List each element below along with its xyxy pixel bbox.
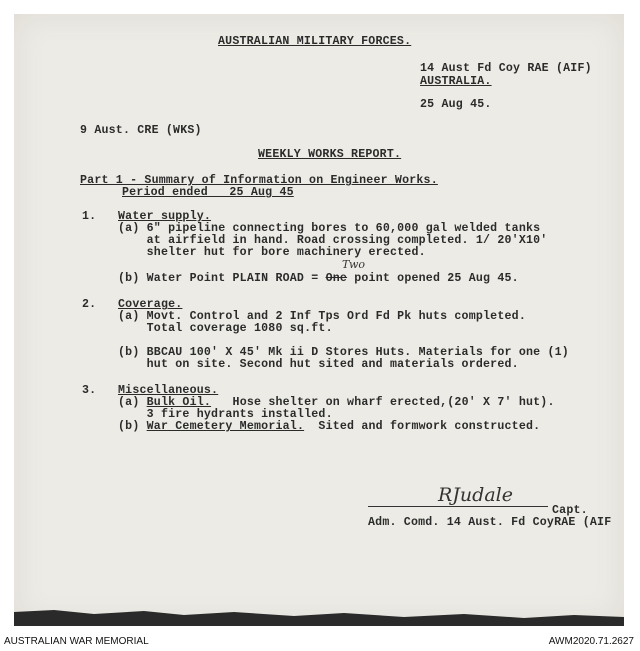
item-line: (a) 6" pipeline connecting bores to 60,000 gal welded tanks: [118, 222, 541, 235]
item-text: point opened 25 Aug 45.: [347, 272, 519, 285]
period-ended: Period ended 25 Aug 45: [122, 186, 294, 199]
item-label: (a): [118, 396, 147, 409]
item-title: War Cemetery Memorial.: [146, 420, 305, 433]
section-heading: Miscellaneous.: [118, 384, 219, 397]
signature-rank: Capt.: [552, 504, 588, 517]
header-unit: 14 Aust Fd Coy RAE (AIF): [420, 62, 592, 75]
torn-edge: [14, 606, 624, 626]
item-line: at airfield in hand. Road crossing completed. 1/ 20'X10': [118, 234, 548, 247]
section-heading: Water supply.: [118, 210, 212, 223]
addressee: 9 Aust. CRE (WKS): [80, 124, 202, 137]
item-line: (b) BBCAU 100' X 45' Mk ii D Stores Huts. Materials for one (1): [118, 346, 569, 359]
header-location: AUSTRALIA.: [420, 75, 492, 88]
item-line: shelter hut for bore machinery erected.: [118, 246, 426, 259]
handwritten-correction: Two: [342, 258, 365, 271]
report-title: WEEKLY WORKS REPORT.: [258, 148, 402, 161]
header-date: 25 Aug 45.: [420, 98, 492, 111]
section-number: 2.: [82, 298, 97, 311]
item-line: (a) Movt. Control and 2 Inf Tps Ord Fd Pk huts completed.: [118, 310, 526, 323]
header-title: AUSTRALIAN MILITARY FORCES.: [218, 35, 412, 48]
footer-accession: AWM2020.71.2627: [548, 636, 634, 647]
part-title: Part 1 - Summary of Information on Engineer Works.: [80, 174, 438, 187]
section-number: 3.: [82, 384, 97, 397]
item-line: [118, 272, 519, 285]
item-line: hut on site. Second hut sited and materials ordered.: [118, 358, 519, 371]
footer-credit: AUSTRALIAN WAR MEMORIAL: [4, 636, 149, 647]
signature-position: Adm. Comd. 14 Aust. Fd CoyRAE (AIF: [368, 516, 612, 529]
item-text: Sited and formwork constructed.: [304, 420, 541, 433]
item-text: (b) Water Point PLAIN ROAD =: [118, 272, 326, 285]
signature-handwriting: RJudale: [438, 484, 513, 506]
item-label: (b): [118, 420, 147, 433]
item-line: 3 fire hydrants installed.: [118, 408, 333, 421]
signature-line: [368, 506, 548, 507]
item-line: Total coverage 1080 sq.ft.: [118, 322, 333, 335]
struck-word: One: [325, 272, 348, 285]
item-line: [118, 420, 540, 433]
item-title: Bulk Oil.: [146, 396, 212, 409]
section-number: 1.: [82, 210, 97, 223]
section-heading: Coverage.: [118, 298, 183, 311]
item-text: Hose shelter on wharf erected,(20' X 7' hut).: [211, 396, 555, 409]
